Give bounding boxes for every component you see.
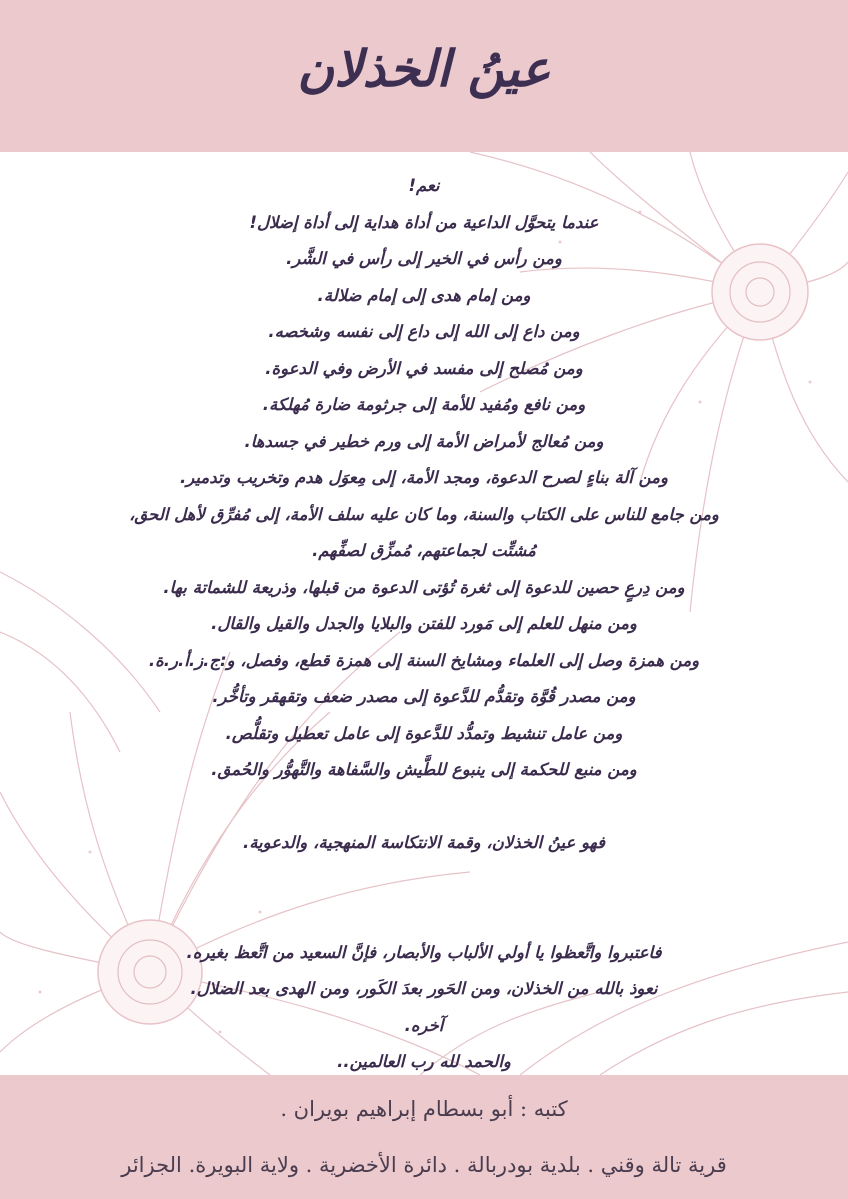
body-line: ومن داع إلى الله إلى داع إلى نفسه وشخصه. [268,322,580,341]
body-line: ومن رأس في الخير إلى رأس في الشَّر. [286,249,562,268]
body-line: ومن مصدر قُوَّة وتقدُّم للدَّعوة إلى مصدر ضعف وتقهقر وتأخُّر. [212,687,636,706]
body-line: ومن آلة بناءٍ لصرح الدعوة، ومجد الأمة، إلى مِعوَل هدم وتخريب وتدمير. [180,468,668,487]
blank-line [20,789,828,826]
body-line: ومن نافع ومُفيد للأمة إلى جرثومة ضارة مُهلكة. [262,395,586,414]
body-line: ومن مُعالج لأمراض الأمة إلى ورم خطير في جسدها. [244,431,604,451]
body-line: ومن منبع للحكمة إلى ينبوع للطَّيش والسَّفاهة والتَّهوُّر والحُمق. [211,760,637,779]
body-line: ومن إمام هدى إلى إمام ضلالة. [317,285,531,305]
body-line: آخره. [404,1015,444,1035]
body-line: ومن همزة وصل إلى العلماء ومشايخ السنة إلى همزة قطع، وفصل، و:ج.ز.أ.ر.ة. [148,650,700,670]
page-title: عينُ الخذلان [297,40,551,98]
blank-line [20,898,828,935]
body-line: ومن دِرعٍ حصين للدعوة إلى ثغرة تُؤتى الدعوة من قبلها، وذريعة للشماتة بها. [163,577,685,597]
body-line: ومن عامل تنشيط وتمدُّد للدَّعوة إلى عامل تعطيل وتقلُّص. [225,723,623,743]
body-line: مُشتِّت لجماعتهم، مُمزِّق لصفِّهم. [312,541,536,560]
body-line: فاعتبروا واتَّعظوا يا أولي الألباب والأبصار، فإنَّ السعيد من اتَّعظ بغيره. [186,942,662,962]
location-line: قرية تالة وقني . بلدية بودربالة . دائرة الأخضرية . ولاية البويرة. الجزائر [121,1153,727,1177]
blank-line [20,862,828,899]
footer-band [0,1075,848,1199]
body-line: والحمد لله رب العالمين.. [337,1052,511,1071]
body-line: عندما يتحوَّل الداعية من أداة هداية إلى أداة إضلال! [249,212,599,232]
body-line: نعم! [408,176,440,195]
body-line: ومن منهل للعلم إلى مَورد للفتن والبلايا والجدل والقيل والقال. [211,614,637,633]
body-line: ومن مُصلح إلى مفسد في الأرض وفي الدعوة. [265,358,583,378]
title-band [0,0,848,152]
body-line: ومن جامع للناس على الكتاب والسنة، وما كان عليه سلف الأمة، إلى مُفرِّق لأهل الحق، [129,504,719,524]
body-line: فهو عينُ الخذلان، وقمة الانتكاسة المنهجية، والدعوية. [242,833,606,852]
body-line: نعوذ بالله من الخذلان، ومن الحَور بعدَ الكَور، ومن الهدى بعد الضلال. [190,979,658,998]
article-body [20,168,828,1081]
author-line: كتبه : أبو بسطام إبراهيم بويران . [280,1097,568,1121]
